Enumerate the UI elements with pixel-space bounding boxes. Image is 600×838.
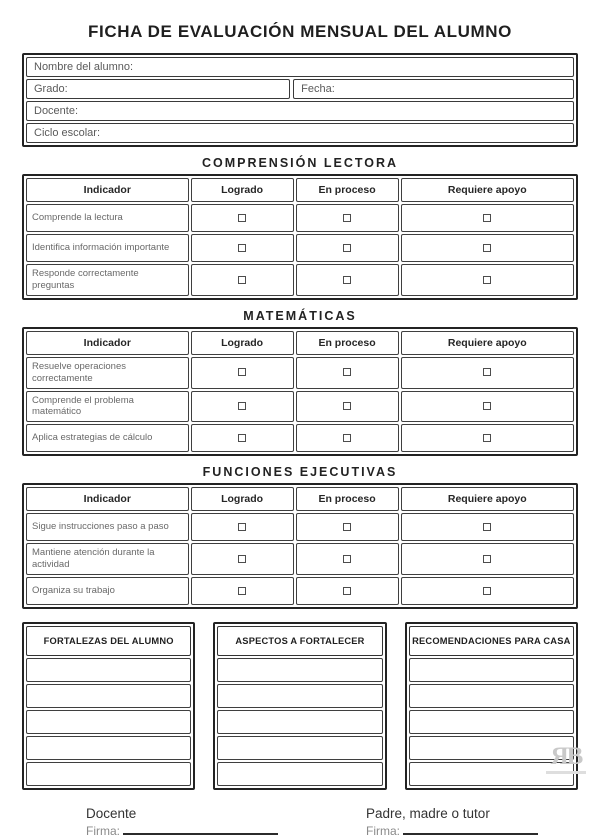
notes-boxes [22, 622, 578, 790]
checkbox[interactable] [238, 244, 246, 252]
indicator-label: Mantiene atención durante la actividad [26, 543, 189, 575]
checkbox[interactable] [238, 402, 246, 410]
signature-firma-row [86, 824, 278, 838]
table-header-row [26, 178, 574, 202]
table-row [26, 357, 574, 389]
note-line[interactable] [217, 762, 382, 786]
signature-role: Docente [86, 806, 137, 821]
signature-firma-row [366, 824, 538, 838]
table-row [26, 577, 574, 605]
indicator-label: Comprende el problema matemático [26, 391, 189, 423]
checkbox-cell [191, 264, 294, 296]
col-header-logrado: Logrado [191, 178, 294, 202]
checkbox-cell [296, 204, 399, 232]
checkbox-cell [296, 234, 399, 262]
table-matematicas [22, 327, 578, 457]
info-row-docente [26, 101, 574, 121]
checkbox[interactable] [343, 276, 351, 284]
checkbox[interactable] [343, 523, 351, 531]
firma-line[interactable] [403, 825, 538, 835]
box-title: ASPECTOS A FORTALECER [217, 626, 382, 656]
note-line[interactable] [217, 710, 382, 734]
checkbox[interactable] [483, 523, 491, 531]
col-header-requiere-apoyo: Requiere apoyo [401, 487, 574, 511]
col-header-indicador: Indicador [26, 487, 189, 511]
checkbox[interactable] [343, 368, 351, 376]
note-line[interactable] [409, 684, 574, 708]
field-grado[interactable] [26, 79, 290, 99]
col-header-en-proceso: En proceso [296, 487, 399, 511]
box-fortalezas-del-alumno [22, 622, 195, 790]
table-header-row [26, 487, 574, 511]
note-line[interactable] [409, 710, 574, 734]
col-header-requiere-apoyo: Requiere apoyo [401, 331, 574, 355]
col-header-logrado: Logrado [191, 487, 294, 511]
info-row-ciclo [26, 123, 574, 143]
firma-label: Firma: [366, 824, 400, 838]
field-fecha[interactable] [293, 79, 574, 99]
checkbox[interactable] [483, 276, 491, 284]
checkbox[interactable] [483, 214, 491, 222]
indicator-label: Organiza su trabajo [26, 577, 189, 605]
checkbox[interactable] [483, 368, 491, 376]
note-line[interactable] [26, 710, 191, 734]
student-info-table [22, 53, 578, 147]
checkbox-cell [296, 264, 399, 296]
checkbox-cell [191, 391, 294, 423]
checkbox[interactable] [483, 434, 491, 442]
table-row [26, 513, 574, 541]
firma-line[interactable] [123, 825, 278, 835]
indicator-label: Sigue instrucciones paso a paso [26, 513, 189, 541]
signatures-section [22, 806, 578, 838]
col-header-indicador: Indicador [26, 331, 189, 355]
checkbox-cell [191, 234, 294, 262]
checkbox-cell [191, 543, 294, 575]
checkbox[interactable] [238, 368, 246, 376]
field-docente[interactable] [26, 101, 574, 121]
table-header-row [26, 331, 574, 355]
box-title: FORTALEZAS DEL ALUMNO [26, 626, 191, 656]
checkbox-cell [401, 204, 574, 232]
box-aspectos-a-fortalecer [213, 622, 386, 790]
note-line[interactable] [217, 736, 382, 760]
checkbox[interactable] [238, 555, 246, 563]
checkbox[interactable] [238, 523, 246, 531]
rb-logo [546, 744, 586, 774]
checkbox-cell [296, 424, 399, 452]
checkbox[interactable] [483, 587, 491, 595]
checkbox-cell [401, 264, 574, 296]
info-row-nombre [26, 57, 574, 77]
checkbox-cell [191, 577, 294, 605]
table-row [26, 543, 574, 575]
table-row [26, 391, 574, 423]
section-title-funciones-ejecutivas: FUNCIONES EJECUTIVAS [202, 465, 398, 480]
page-title: FICHA DE EVALUACIÓN MENSUAL DEL ALUMNO [88, 22, 512, 41]
table-row [26, 424, 574, 452]
checkbox[interactable] [483, 244, 491, 252]
signature-docente [86, 806, 278, 838]
indicator-label: Responde correctamente preguntas [26, 264, 189, 296]
checkbox[interactable] [343, 555, 351, 563]
note-line[interactable] [26, 762, 191, 786]
col-header-logrado: Logrado [191, 331, 294, 355]
indicator-label: Resuelve operaciones correctamente [26, 357, 189, 389]
note-line[interactable] [26, 684, 191, 708]
field-grado-label: Grado: [34, 83, 68, 95]
checkbox-cell [296, 391, 399, 423]
firma-label: Firma: [86, 824, 120, 838]
checkbox[interactable] [483, 555, 491, 563]
checkbox[interactable] [238, 214, 246, 222]
table-row [26, 204, 574, 232]
signature-padre-madre-tutor [366, 806, 538, 838]
note-line[interactable] [217, 684, 382, 708]
checkbox-cell [191, 513, 294, 541]
section-title-matematicas: MATEMÁTICAS [243, 308, 357, 323]
rb-logo-subtext-bar [546, 771, 586, 774]
rb-logo-text: ЯB [550, 743, 582, 770]
checkbox[interactable] [238, 434, 246, 442]
checkbox-cell [191, 204, 294, 232]
checkbox-cell [296, 513, 399, 541]
checkbox[interactable] [238, 587, 246, 595]
checkbox-cell [401, 391, 574, 423]
field-fecha-label: Fecha: [301, 83, 335, 95]
checkbox-cell [191, 424, 294, 452]
field-nombre-label: Nombre del alumno: [34, 61, 134, 73]
table-funciones-ejecutivas [22, 483, 578, 609]
indicator-label: Identifica información importante [26, 234, 189, 262]
checkbox-cell [296, 357, 399, 389]
checkbox[interactable] [343, 214, 351, 222]
indicator-label: Aplica estrategias de cálculo [26, 424, 189, 452]
note-line[interactable] [26, 658, 191, 682]
checkbox[interactable] [238, 276, 246, 284]
checkbox-cell [401, 424, 574, 452]
info-row-grado-fecha [26, 79, 574, 99]
field-ciclo-label: Ciclo escolar: [34, 127, 101, 139]
checkbox-cell [401, 513, 574, 541]
checkbox-cell [401, 357, 574, 389]
section-title-comprension-lectora: COMPRENSIÓN LECTORA [201, 156, 399, 170]
note-line[interactable] [26, 736, 191, 760]
col-header-en-proceso: En proceso [296, 331, 399, 355]
note-line[interactable] [217, 658, 382, 682]
col-header-en-proceso: En proceso [296, 178, 399, 202]
indicator-label: Comprende la lectura [26, 204, 189, 232]
checkbox-cell [191, 357, 294, 389]
table-row [26, 234, 574, 262]
note-line[interactable] [409, 658, 574, 682]
checkbox-cell [296, 577, 399, 605]
field-nombre-del-alumno[interactable] [26, 57, 574, 77]
checkbox[interactable] [343, 434, 351, 442]
checkbox[interactable] [343, 587, 351, 595]
checkbox-cell [401, 577, 574, 605]
checkbox-cell [401, 234, 574, 262]
table-comprension-lectora [22, 174, 578, 300]
field-docente-label: Docente: [34, 105, 79, 117]
checkbox-cell [296, 543, 399, 575]
checkbox[interactable] [343, 244, 351, 252]
col-header-indicador: Indicador [26, 178, 189, 202]
field-ciclo-escolar[interactable] [26, 123, 574, 143]
col-header-requiere-apoyo: Requiere apoyo [401, 178, 574, 202]
box-title: RECOMENDACIONES PARA CASA [409, 626, 574, 656]
table-row [26, 264, 574, 296]
checkbox-cell [401, 543, 574, 575]
signature-role: Padre, madre o tutor [366, 806, 490, 821]
checkbox[interactable] [343, 402, 351, 410]
checkbox[interactable] [483, 402, 491, 410]
